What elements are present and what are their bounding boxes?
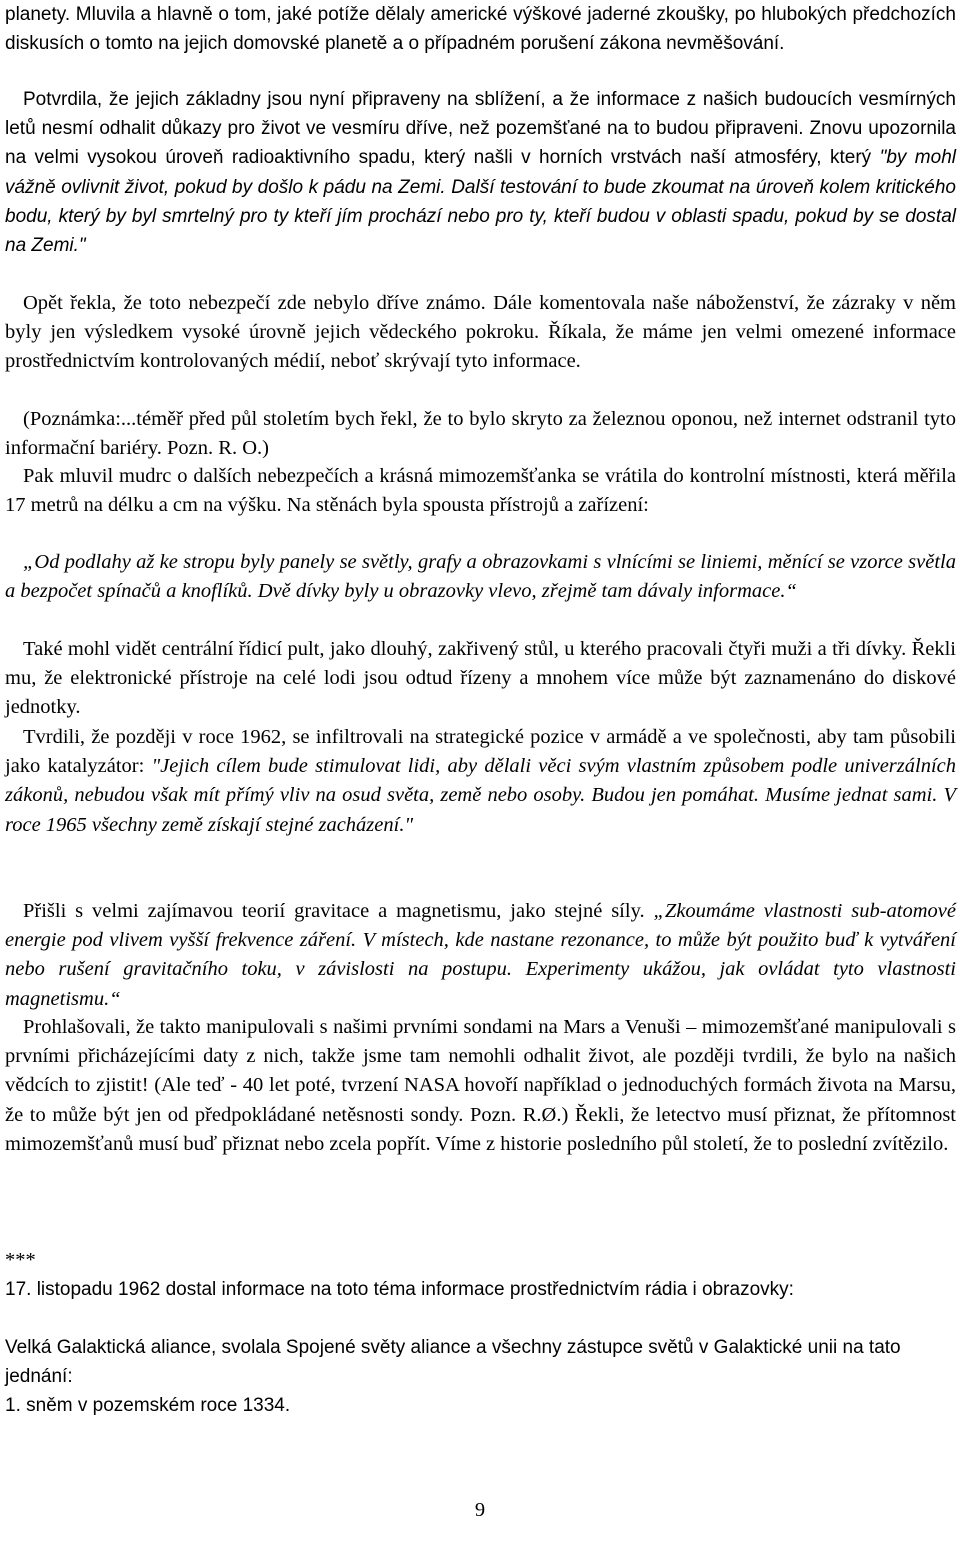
paragraph: [5, 289, 956, 377]
separator-text: ***: [5, 1249, 36, 1271]
paragraph-text: Prohlašovali, že takto manipulovali s našimi prvními sondami na Mars a Venuši – mimozemšťané manipulovali s prvními přicházejícími daty z nich, takže jsme tam nemohli odhalit život, ale později tvrdili, že bylo na našich vědcích to zjistit! (Ale teď - 40 let poté, tvrzení NASA hovoří například o jednoduchých formách života na Marsu, že to může být jen od předpokládané netěsnosti sondy. Pozn. R.Ø.) Řekli, že letectvo musí přiznat, že přítomnost mimozemšťanů musí buď přiznat nebo zcela popřít. Víme z historie posledního půl století, že to poslední zvítězilo.: [5, 1016, 956, 1155]
paragraph: [5, 723, 956, 840]
paragraph: [5, 1333, 956, 1391]
paragraph: [5, 897, 956, 1014]
paragraph-text: Znovu upozornila na velmi vysokou úroveň radioaktivního spadu, který našli v horních vrstvách naší atmosféry, který: [5, 118, 956, 169]
paragraph-text: (Poznámka:...téměř před půl stoletím bych řekl, že to bylo skryto za železnou oponou, než internet odstranil tyto informační bariéry. Pozn. R. O.): [5, 408, 956, 460]
paragraph: [5, 1013, 956, 1159]
paragraph-text: Potvrdila, že jejich základny jsou nyní připraveny na sblížení, a že informace z našich budoucích vesmírných letů nesmí odhalit důkazy pro život ve vesmíru dříve, než pozemšťané na to budou připraveni.: [5, 89, 956, 140]
paragraph-text: planety. Mluvila a hlavně o tom, jaké potíže dělaly americké výškové jaderné zkoušky, po hlubokých předchozích diskusích o tomto na jejich domovské planetě a o případném porušení zákona nevměšování.: [5, 4, 956, 55]
paragraph: [5, 0, 956, 58]
page-number: 9: [474, 1499, 486, 1521]
paragraph-text: 17. listopadu 1962 dostal informace na toto téma informace prostřednictvím rádia i obrazovky:: [5, 1279, 794, 1300]
paragraph-text: 1. sněm v pozemském roce 1334.: [5, 1395, 291, 1416]
paragraph-text: Velká Galaktická aliance, svolala Spojené světy aliance a všechny zástupce světů v Galaktické unii na tato jednání:: [5, 1337, 901, 1388]
paragraph-text: Přišli s velmi zajímavou teorií gravitace a magnetismu, jako stejné síly.: [23, 900, 654, 922]
paragraph-text: Pak mluvil mudrc o dalších nebezpečích a krásná mimozemšťanka se vrátila do kontrolní místnosti, která měřila 17 metrů na délku a cm na výšku. Na stěnách byla spousta přístrojů a zařízení:: [5, 465, 956, 517]
section-separator: [5, 1246, 956, 1275]
quoted-text: Další testování to bude zkoumat na úroveň kolem kritického bodu, který by byl smrtelný pro ty kteří jím prochází nebo pro ty, kteří budou v oblasti spadu, pokud by se dostal na Zemi.": [5, 176, 956, 257]
paragraph-text: Opět řekla, že toto nebezpečí zde nebylo dříve známo. Dále komentovala naše náboženství, že zázraky v něm byly jen výsledkem vysoké úrovně jejich vědeckého pokroku. Říkala, že máme jen velmi omezené informace prostřednictvím kontrolovaných médií, neboť skrývají tyto informace.: [5, 292, 956, 373]
paragraph: [5, 462, 956, 520]
quoted-text: „Od podlahy až ke stropu byly panely se světly, grafy a obrazovkami s vlnícími se liniemi, měnící se vzorce světla a bezpočet spínačů a knoflíků. Dvě dívky byly u obrazovky vlevo, zřejmě tam dávaly informace.“: [5, 551, 956, 603]
paragraph: [5, 635, 956, 723]
paragraph-text: Také mohl vidět centrální řídicí pult, jako dlouhý, zakřivený stůl, u kterého pracovali čtyři muži a tři dívky. Řekli mu, že elektronické přístroje na celé lodi jsou odtud řízeny a mnohem více může být zaznamenáno do diskové jednotky.: [5, 638, 956, 719]
paragraph: [5, 1391, 956, 1420]
note-paragraph: [5, 405, 956, 463]
quoted-text: "Jejich cílem bude stimulovat lidi, aby dělali věci svým vlastním způsobem podle univerzálních zákonů, nebudou však mít přímý vliv na osud světa, země nebo osoby. Budou jen pomáhat. Musíme jednat sami. V roce 1965 všechny země získají stejné zacházení.": [5, 755, 956, 836]
quoted-text: „Zkoumáme vlastnosti sub-atomové energie pod vlivem vyšší frekvence záření. V místech, kde nastane rezonance, to může být použito buď k vytváření nebo rušení gravitačního toku, v závislosti na postupu. Experimenty ukážou, jak ovládat tyto vlastnosti magnetismu.“: [5, 900, 957, 1010]
quoted-text: "by mohl vážně ovlivnit život, pokud by došlo k pádu na Zemi.: [5, 147, 956, 198]
paragraph: [5, 1275, 956, 1304]
paragraph-text: Tvrdili, že později v roce 1962, se infiltrovali na strategické pozice v armádě a ve společnosti, aby tam působili jako katalyzátor:: [5, 726, 956, 778]
quote-paragraph: [5, 548, 956, 606]
paragraph: [5, 85, 956, 260]
